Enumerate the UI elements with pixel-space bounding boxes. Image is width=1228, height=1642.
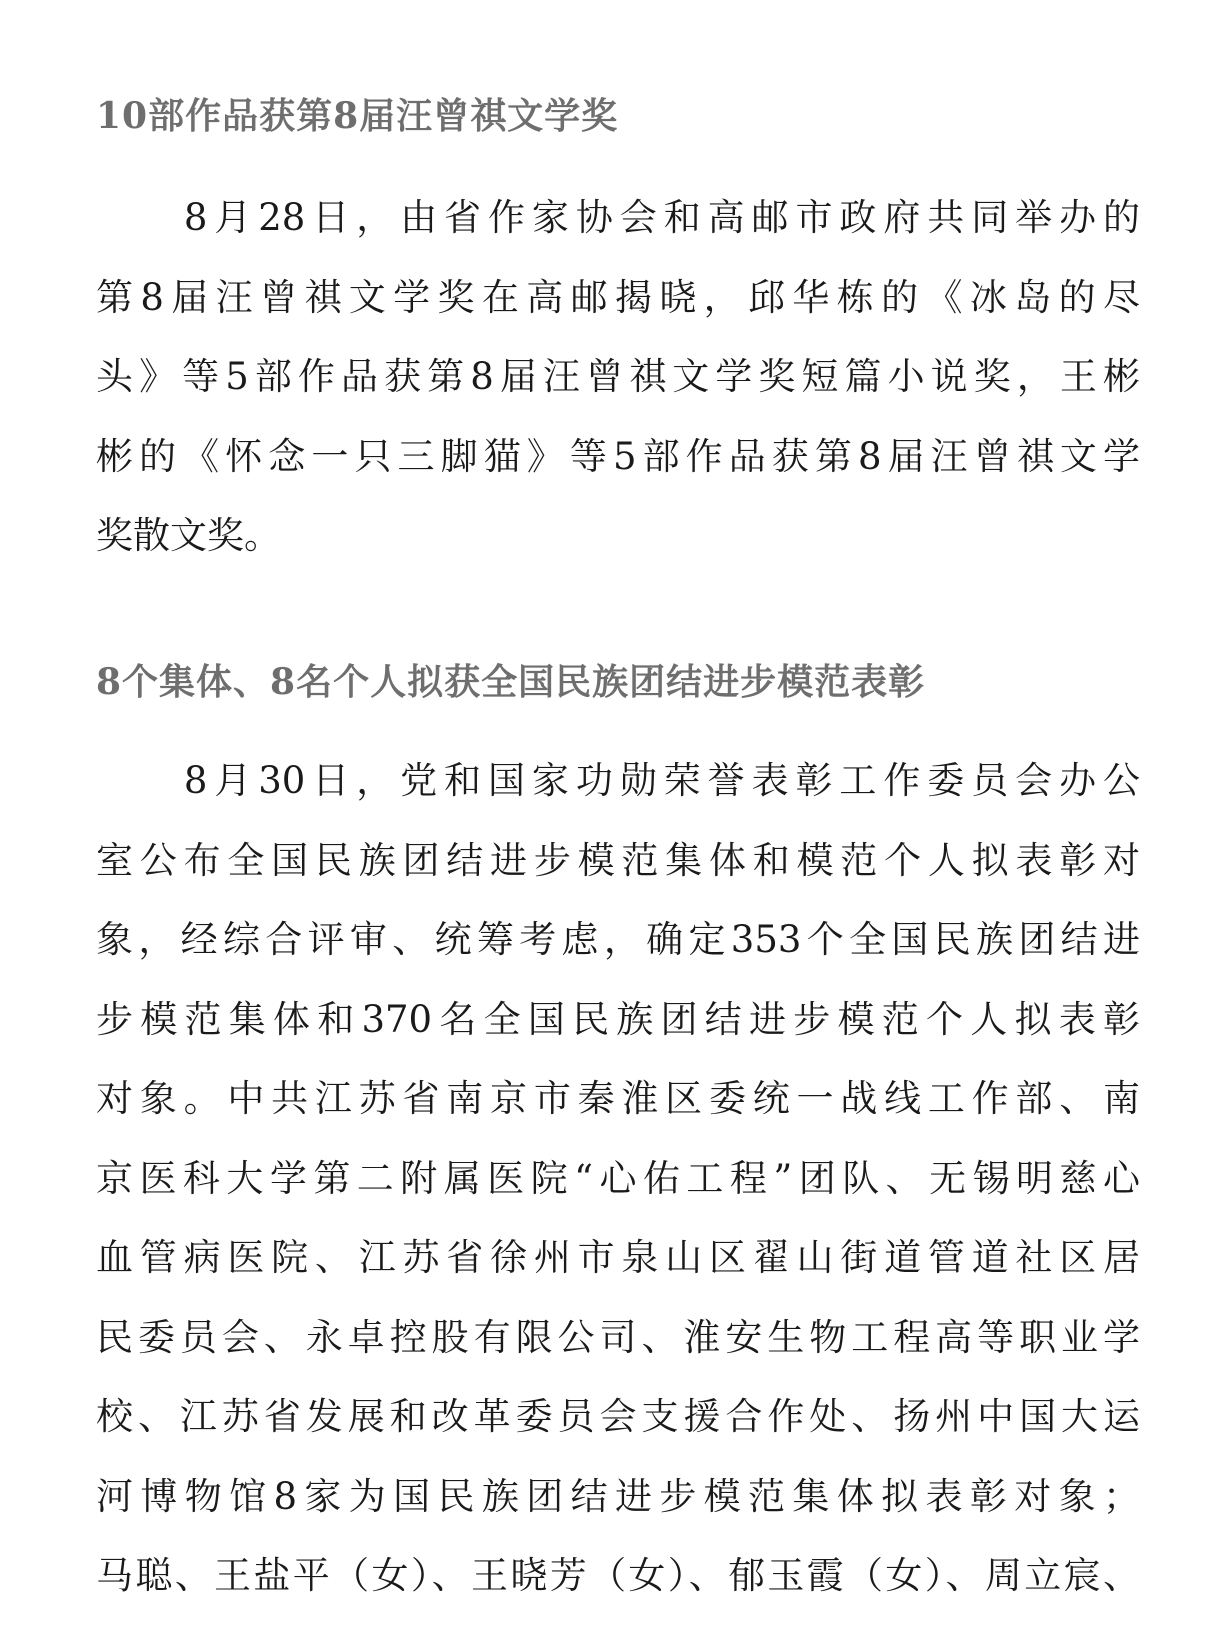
article-2-line: 象，经综合评审、统筹考虑，确定353个全国民族团结进: [96, 918, 1140, 961]
article-2-line: 8月30日，党和国家功勋荣誉表彰工作委员会办公: [96, 759, 1140, 802]
article-2-line: 步模范集体和370名全国民族团结进步模范个人拟表彰: [96, 997, 1140, 1041]
article-2-body: [96, 741, 1140, 1616]
article-1-line: 彬的《怀念一只三脚猫》等5部作品获第8届汪曾祺文学: [96, 434, 1140, 478]
article-2-line: 河博物馆8家为国民族团结进步模范集体拟表彰对象；: [96, 1474, 1140, 1518]
article-2-line: 马聪、王盐平（女）、王晓芳（女）、郁玉霞（女）、周立宸、: [96, 1554, 1140, 1597]
article-2-line: 校、江苏省发展和改革委员会支援合作处、扬州中国大运: [96, 1395, 1140, 1438]
article-2-line: 血管病医院、江苏省徐州市泉山区翟山街道管道社区居: [96, 1236, 1140, 1279]
article-2-line: 对象。中共江苏省南京市秦淮区委统一战线工作部、南: [96, 1077, 1140, 1120]
article-1-line: 8月28日，由省作家协会和高邮市政府共同举办的: [96, 196, 1140, 239]
article-1-title: 10部作品获第8届汪曾祺文学奖: [96, 95, 619, 137]
article-2-title: 8个集体、8名个人拟获全国民族团结进步模范表彰: [96, 661, 926, 703]
article-2-line: 民委员会、永卓控股有限公司、淮安生物工程高等职业学: [96, 1315, 1140, 1359]
article-1-line: 奖散文奖。: [96, 514, 281, 557]
article-2-line: 京医科大学第二附属医院“心佑工程”团队、无锡明慈心: [96, 1156, 1140, 1200]
article-1-body: [96, 178, 1140, 576]
article-1-line: 头》等5部作品获第8届汪曾祺文学奖短篇小说奖，王彬: [96, 355, 1140, 398]
article-2-line: 室公布全国民族团结进步模范集体和模范个人拟表彰对: [96, 838, 1140, 882]
article-1-line: 第8届汪曾祺文学奖在高邮揭晓，邱华栋的《冰岛的尽: [96, 275, 1140, 319]
